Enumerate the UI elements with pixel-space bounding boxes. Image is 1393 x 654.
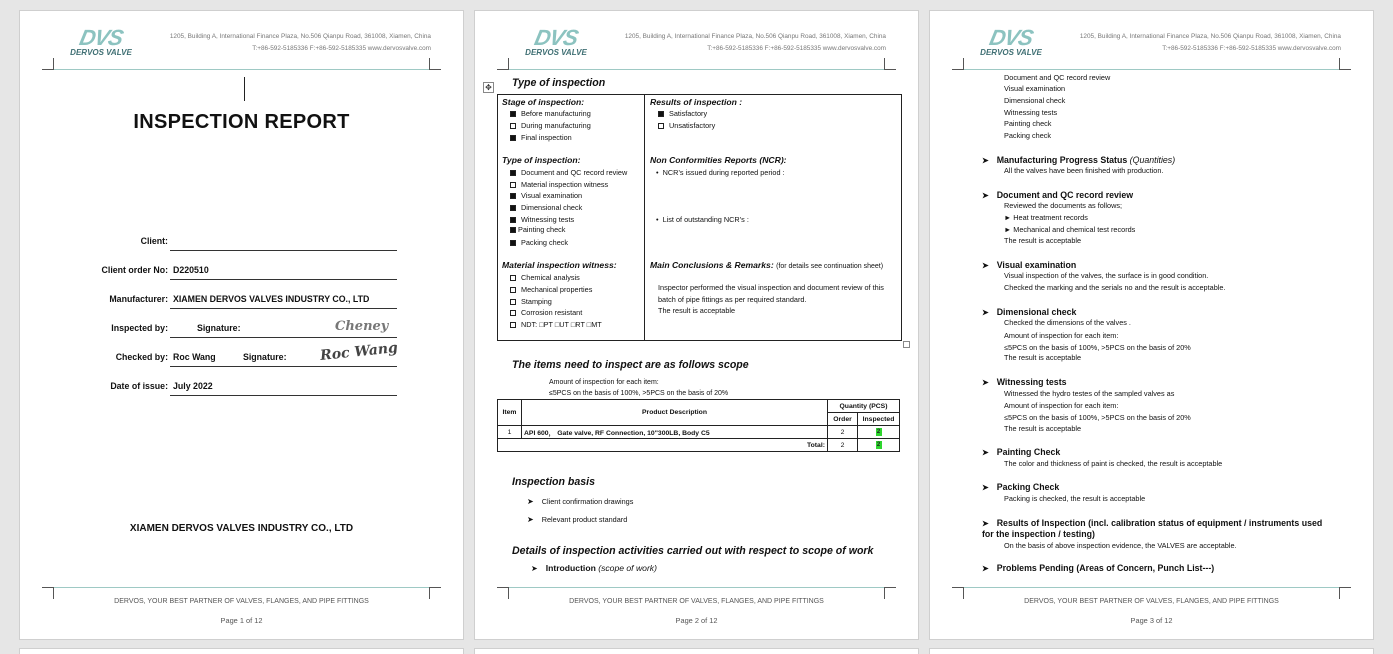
page-number: Page 3 of 12	[1130, 616, 1173, 625]
page-header	[497, 25, 896, 75]
checkbox-empty-icon	[510, 322, 516, 328]
arrow-bullet-icon: ➤	[531, 564, 538, 573]
details-heading: Details of inspection activities carried out with respect to scope of work	[512, 545, 874, 557]
header-address: 1205, Building A, International Finance Plaza, No.506 Qianpu Road, 361008, Xiamen, China T:+86-592-5185336 F:+86-592-5185335 www.dervosvalve.com	[169, 33, 431, 52]
introduction-item: ➤ Introduction (scope of work)	[531, 563, 657, 573]
header-address: 1205, Building A, International Finance Plaza, No.506 Qianpu Road, 361008, Xiamen, China T:+86-592-5185336 F:+86-592-5185335 www.dervosvalve.com	[1079, 33, 1341, 52]
total-inspected-highlight: 2	[876, 442, 881, 448]
arrow-bullet-icon: ➤	[527, 515, 534, 524]
checkbox-unsatisfactory[interactable]: Unsatisfactory	[658, 121, 715, 130]
checkbox-empty-icon	[510, 123, 516, 129]
checkbox-checked-icon	[510, 170, 516, 176]
checkbox-checked-icon	[510, 205, 516, 211]
conclusions-result: The result is acceptable	[658, 306, 736, 315]
checkbox-visual-examination[interactable]: Visual examination	[510, 191, 582, 200]
date-row: Date of issue: July 2022	[20, 375, 464, 395]
page-number: Page 2 of 12	[675, 616, 718, 625]
inspection-type-table: Stage of inspection: Before manufacturing During manufacturing Final inspection Results of inspection : Satisfactory Unsatisfactory Type of inspection: Document and QC record review Material inspection witness Visual examination Dimensional check Witnessing tests Painting check Packing check Non Conformities Reports (NCR): • NCR’s issued during reported period : • List of outstanding NCR’s : Material inspection witness: Chemical analysis Mechanical properties Stamping Corrosion resistant NDT: □PT □UT □RT □MT Main Conclusions & Remarks: (for details see continuation sheet) Inspector performed the visual inspection and document review of this batch of pipe fittings as per required standard. The result is acceptable	[497, 94, 902, 341]
arrow-bullet-icon: ➤	[982, 448, 989, 457]
manufacturer-row: Manufacturer: XIAMEN DERVOS VALVES INDUSTRY CO., LTD	[20, 288, 464, 308]
page-footer: DERVOS, YOUR BEST PARTNER OF VALVES, FLANGES, AND PIPE FITTINGS	[569, 598, 824, 605]
company-name: XIAMEN DERVOS VALVES INDUSTRY CO., LTD	[129, 523, 354, 534]
checkbox-checked-icon	[510, 135, 516, 141]
checkbox-checked-icon	[510, 193, 516, 199]
arrow-bullet-icon: ➤	[982, 191, 989, 200]
checkbox-empty-icon	[510, 299, 516, 305]
arrow-bullet-icon: ➤	[982, 261, 989, 270]
scope-heading: The items need to inspect are as follows scope	[512, 359, 749, 371]
inspected-row: Inspected by: Signature: Cheney	[20, 317, 464, 337]
arrow-bullet-icon: ➤	[982, 519, 989, 528]
checkbox-document-review[interactable]: Document and QC record review	[510, 168, 627, 177]
checkbox-chemical-analysis[interactable]: Chemical analysis	[510, 273, 580, 282]
checkbox-empty-icon	[510, 310, 516, 316]
table-move-handle-icon[interactable]: ✥	[483, 82, 494, 93]
report-page-1	[19, 10, 464, 640]
company-logo: DVS DERVOS VALVE	[525, 25, 587, 57]
report-title: INSPECTION REPORT	[133, 111, 350, 133]
report-page-2: DVS DERVOS VALVE 1205, Building A, International Finance Plaza, No.506 Qianpu Road, 361008, Xiamen, China T:+86-592-5185336 F:+86-592-5185335 www.dervosvalve.com ✥ Type of inspection Stage of inspection: Before manufacturing During manufacturing Final inspection Results of inspection : Satisfactory Unsatisfactory Type of inspection: Document and QC record review Material inspection witness Visual examination Dimensional check Witnessing tests Painting check Packing check Non Conformities Reports (NCR): • NCR’s issued during reported period : • List of outstanding NCR’s : Material inspection witness: Chemical analysis Mechanical properties Stamping Corrosion resistant NDT: □PT □UT □RT □MT Main Conclusions & Remarks: (for details see continuation sheet) Inspector performed the visual inspection and document review of this batch of pipe fittings as per required standard. The result is acceptable The items need to inspect are as follows scope Amount of inspection for each item: ≤5PCS on the basis of 100%, >5PCS on the basis of 20% Item Product Description Quantity (PCS) Order Inspected 1 API 600， Gate valve, RF Connection, 10"300LB, Body C5 2 2 Total: 2 2 Inspection basis ➤ Client confirmation drawings ➤ Relevant product standard Details of inspection activities carried out with respect to scope of work ➤ Introduction (scope of work) DERVOS, YOUR BEST PARTNER OF VALVES, FLANGES, AND PIPE FITTINGS Page 2 of 12	[474, 10, 919, 640]
quantity-table: Item Product Description Quantity (PCS) Order Inspected 1 API 600， Gate valve, RF Connection, 10"300LB, Body C5 2 2 Total: 2 2	[497, 399, 900, 452]
arrow-bullet-icon: ➤	[527, 497, 534, 506]
checkbox-mechanical-properties[interactable]: Mechanical properties	[510, 285, 592, 294]
section-problems-pending: ➤ Problems Pending (Areas of Concern, Punch List---)	[982, 563, 1215, 573]
conclusions-text: Inspector performed the visual inspection and document review of this batch of pipe fittings as per required standard.	[658, 283, 884, 304]
page-header	[42, 25, 441, 75]
list-item: ➤ Relevant product standard	[527, 515, 628, 524]
checkbox-final-inspection[interactable]: Final inspection	[510, 133, 572, 142]
header-address: 1205, Building A, International Finance Plaza, No.506 Qianpu Road, 361008, Xiamen, China T:+86-592-5185336 F:+86-592-5185335 www.dervosvalve.com	[624, 33, 886, 52]
checkbox-during-manufacturing[interactable]: During manufacturing	[510, 121, 591, 130]
inspection-basis-heading: Inspection basis	[512, 476, 596, 488]
checkbox-empty-icon	[510, 275, 516, 281]
checker-signature: Roc Wang	[319, 339, 399, 365]
checkbox-corrosion-resistant[interactable]: Corrosion resistant	[510, 308, 582, 317]
inspector-signature: Cheney	[335, 319, 389, 334]
arrow-bullet-icon: ➤	[982, 564, 989, 573]
company-logo: DVS DERVOS VALVE	[70, 25, 132, 57]
ncr-issued: • NCR’s issued during reported period :	[656, 168, 785, 177]
checkbox-checked-icon	[658, 111, 664, 117]
checkbox-ndt[interactable]: NDT: □PT □UT □RT □MT	[510, 320, 602, 329]
checkbox-packing-check[interactable]: Packing check	[510, 238, 568, 247]
list-item: ➤ Client confirmation drawings	[527, 497, 634, 506]
checkbox-empty-icon	[510, 182, 516, 188]
inspected-count-highlight: 2	[876, 429, 881, 435]
next-page-edge	[19, 648, 464, 654]
checkbox-witnessing-tests[interactable]: Witnessing tests	[510, 215, 574, 224]
arrow-bullet-icon: ➤	[982, 483, 989, 492]
checkbox-painting-check[interactable]: Painting check	[510, 225, 565, 234]
order-row: Client order No: D220510	[20, 259, 464, 279]
section-results: ➤ Results of Inspection (incl. calibration status of equipment / instruments used	[982, 518, 1323, 528]
table-row: 1 API 600， Gate valve, RF Connection, 10"300LB, Body C5 2 2	[498, 426, 900, 439]
next-page-edge	[929, 648, 1374, 654]
arrow-bullet-icon: ➤	[982, 156, 989, 165]
section-painting-check: ➤ Painting Check	[982, 447, 1061, 457]
conclusions-heading: Main Conclusions & Remarks: (for details see continuation sheet)	[650, 260, 884, 270]
checkbox-before-manufacturing[interactable]: Before manufacturing	[510, 109, 591, 118]
page-header	[952, 25, 1351, 75]
table-resize-handle-icon[interactable]	[903, 341, 910, 348]
page-number: Page 1 of 12	[220, 616, 263, 625]
client-row: Client:	[20, 230, 464, 250]
page-footer: DERVOS, YOUR BEST PARTNER OF VALVES, FLANGES, AND PIPE FITTINGS	[1024, 598, 1279, 605]
section-progress: ➤ Manufacturing Progress Status (Quantities)	[982, 155, 1176, 165]
checkbox-checked-icon	[510, 217, 516, 223]
page-footer: DERVOS, YOUR BEST PARTNER OF VALVES, FLANGES, AND PIPE FITTINGS	[114, 598, 369, 605]
ncr-outstanding: • List of outstanding NCR’s :	[656, 215, 749, 224]
checkbox-checked-icon	[510, 227, 516, 233]
report-page-3: DVS DERVOS VALVE 1205, Building A, International Finance Plaza, No.506 Qianpu Road, 361008, Xiamen, China T:+86-592-5185336 F:+86-592-5185335 www.dervosvalve.com Document and QC record review Visual examination Dimensional check Witnessing tests Painting check Packing check ➤ Manufacturing Progress Status (Quantities) All the valves have been finished with production. ➤ Document and QC record review Reviewed the documents as follows; ► Heat treatment records ► Mechanical and chemical test records The result is acceptable ➤ Visual examination Visual inspection of the valves, the surface is in good condition. Checked the marking and the serials no and the result is acceptable. ➤ Dimensional check Checked the dimensions of the valves . Amount of inspection for each item: ≤5PCS on the basis of 100%, >5PCS on the basis of 20% The result is acceptable ➤ Witnessing tests Witnessed the hydro testes of the sampled valves as Amount of inspection for each item: ≤5PCS on the basis of 100%, >5PCS on the basis of 20% The result is acceptable ➤ Painting Check The color and thickness of paint is checked, the result is acceptable ➤ Packing Check Packing is checked, the result is acceptable ➤ Results of Inspection (incl. calibration status of equipment / instruments used for the inspection / testing) On the basis of above inspection evidence, the VALVES are acceptable. ➤ Problems Pending (Areas of Concern, Punch List---) DERVOS, YOUR BEST PARTNER OF VALVES, FLANGES, AND PIPE FITTINGS Page 3 of 12	[929, 10, 1374, 640]
checked-row: Checked by: Roc Wang Signature: Roc Wang	[20, 346, 464, 366]
next-page-edge	[474, 648, 919, 654]
type-of-inspection-heading: Type of inspection	[512, 77, 606, 89]
arrow-bullet-icon: ➤	[982, 378, 989, 387]
section-witnessing-tests: ➤ Witnessing tests	[982, 377, 1067, 387]
checkbox-checked-icon	[510, 240, 516, 246]
checkbox-material-witness[interactable]: Material inspection witness	[510, 180, 608, 189]
checkbox-checked-icon	[510, 111, 516, 117]
text-cursor	[244, 77, 245, 101]
section-document-review: ➤ Document and QC record review	[982, 190, 1134, 200]
checkbox-empty-icon	[658, 123, 664, 129]
checkbox-empty-icon	[510, 287, 516, 293]
checkbox-satisfactory[interactable]: Satisfactory	[658, 109, 707, 118]
arrow-bullet-icon: ➤	[982, 308, 989, 317]
company-logo: DVS DERVOS VALVE	[980, 25, 1042, 57]
checkbox-stamping[interactable]: Stamping	[510, 297, 552, 306]
section-visual-examination: ➤ Visual examination	[982, 260, 1077, 270]
table-total-row: Total: 2 2	[498, 439, 900, 452]
checkbox-dimensional-check[interactable]: Dimensional check	[510, 203, 582, 212]
section-dimensional-check: ➤ Dimensional check	[982, 307, 1077, 317]
section-packing-check: ➤ Packing Check	[982, 482, 1060, 492]
